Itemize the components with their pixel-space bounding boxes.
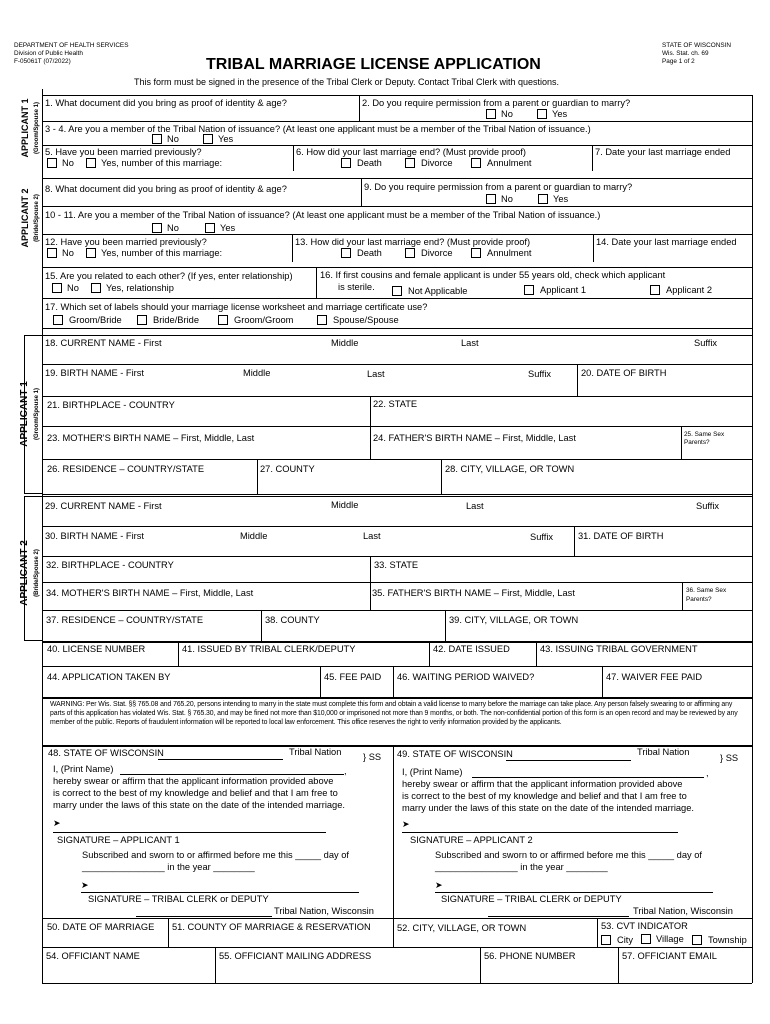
- q7-label: 7. Date your last marriage ended: [595, 147, 731, 157]
- q3-4-yes-label: Yes: [218, 134, 234, 144]
- rule: [441, 459, 442, 494]
- f26-label: 26. RESIDENCE – COUNTRY/STATE: [47, 464, 205, 474]
- q9-label: 9. Do you require permission from a parent or guardian to marry?: [364, 182, 633, 192]
- f18-label: 18. CURRENT NAME - First: [45, 338, 162, 348]
- rule: [393, 745, 394, 918]
- f37-label: 37. RESIDENCE – COUNTRY/STATE: [46, 615, 204, 625]
- signature-arrow-icon: ➤: [402, 819, 410, 829]
- f48-ss-label: } SS: [363, 752, 382, 762]
- rule: [42, 121, 752, 122]
- f50-label: 50. DATE OF MARRIAGE: [47, 922, 155, 932]
- rule: [682, 582, 683, 610]
- rule: [293, 145, 294, 171]
- oath2-year: ________________ in the year ________: [435, 862, 608, 872]
- f25-label: 25. Same Sex: [684, 431, 725, 438]
- oath2-print-name-line[interactable]: [472, 777, 704, 778]
- oath1-year: ________________ in the year ________: [82, 862, 255, 872]
- rule: [42, 328, 752, 329]
- f30-middle-label: Middle: [240, 531, 268, 541]
- q16-applicant2-label: Applicant 2: [666, 285, 712, 295]
- rule: [602, 666, 603, 697]
- rule: [593, 234, 594, 262]
- q15-yes-checkbox[interactable]: [91, 283, 101, 293]
- side-label-applicant2: APPLICANT 2 (Bride/Spouse 2): [20, 188, 40, 248]
- q12-yes-checkbox[interactable]: [86, 248, 96, 258]
- oath2-subscribed: Subscribed and sworn to or affirmed before me this _____ day of: [435, 850, 703, 860]
- q10-11-label: 10 - 11. Are you a member of the Tribal Nation of issuance? (At least one applicant must be a member of the Tribal Nation of issuance.): [45, 210, 601, 220]
- oath2-comma: ,: [706, 768, 709, 778]
- f44-label: 44. APPLICATION TAKEN BY: [47, 672, 171, 682]
- oath1-line1: hereby swear or affirm that the applicant information provided above: [53, 776, 334, 786]
- f47-label: 47. WAIVER FEE PAID: [606, 672, 703, 682]
- rule: [393, 918, 394, 947]
- oath2-print-name-label: I, (Print Name): [402, 767, 463, 777]
- rule: [42, 556, 752, 557]
- f30-suffix-label: Suffix: [530, 532, 554, 542]
- q10-11-no-checkbox[interactable]: [152, 223, 162, 233]
- oath2-clerk-signature-label: SIGNATURE – TRIBAL CLERK or DEPUTY: [441, 894, 622, 904]
- rule: [292, 234, 293, 262]
- oath1-tribal-nation-wi: Tribal Nation, Wisconsin: [274, 906, 374, 916]
- rule: [316, 267, 317, 298]
- rule: [480, 947, 481, 983]
- side-label-applicant2-details: APPLICANT 2 (Bride/Spouse 2): [19, 540, 40, 606]
- q17-groom-bride-label: Groom/Bride: [69, 315, 122, 325]
- f39-label: 39. CITY, VILLAGE, OR TOWN: [449, 615, 579, 625]
- oath1-tribal-nation-line[interactable]: [136, 916, 272, 917]
- rule: [429, 641, 430, 666]
- oath2-line2: is correct to the best of my knowledge and belief and that I am free to: [402, 791, 687, 801]
- q5-label: 5. Have you been married previously?: [45, 147, 202, 157]
- q15-label: 15. Are you related to each other? (If yes, enter relationship): [45, 271, 293, 281]
- rule: [42, 610, 752, 611]
- q6-annulment-checkbox[interactable]: [471, 158, 481, 168]
- division-name: Division of Public Health: [14, 50, 83, 57]
- rule: [592, 145, 593, 171]
- f20-label: 20. DATE OF BIRTH: [581, 368, 667, 378]
- rule: [42, 426, 752, 427]
- q16-label: 16. If first cousins and female applicant is under 55 years old, check which applicant: [320, 270, 666, 280]
- rule: [42, 459, 752, 460]
- rule: [361, 178, 362, 206]
- rule: [42, 364, 752, 365]
- q15-no-label: No: [67, 283, 79, 293]
- q12-yes-label: Yes, number of this marriage:: [101, 248, 223, 258]
- page-number: Page 1 of 2: [662, 58, 695, 65]
- f46-label: 46. WAITING PERIOD WAIVED?: [397, 672, 535, 682]
- f36-parents-label: Parents?: [686, 596, 712, 603]
- f48-label: 48. STATE OF WISCONSIN: [48, 748, 164, 758]
- rule: [42, 145, 752, 146]
- dept-name: DEPARTMENT OF HEALTH SERVICES: [14, 42, 129, 49]
- q12-label: 12. Have you been married previously?: [45, 237, 207, 247]
- oath1-clerk-signature-line[interactable]: [81, 892, 359, 893]
- instruction-text: This form must be signed in the presence of the Tribal Clerk or Deputy. Contact Tribal Clerk with questions.: [134, 77, 560, 87]
- f21-label: 21. BIRTHPLACE - COUNTRY: [47, 400, 175, 410]
- rule: [577, 364, 578, 396]
- rule: [445, 610, 446, 641]
- q16-sterile-label: is sterile.: [338, 282, 375, 292]
- q17-label: 17. Which set of labels should your marriage license worksheet and marriage certificate use?: [45, 302, 428, 312]
- q6-label: 6. How did your last marriage end? (Must provide proof): [296, 147, 526, 157]
- rule: [320, 666, 321, 697]
- q5-yes-label: Yes, number of this marriage:: [101, 158, 223, 168]
- f30-label: 30. BIRTH NAME - First: [45, 531, 145, 541]
- f53-label: 53. CVT INDICATOR: [601, 921, 688, 931]
- q6-death-label: Death: [357, 158, 382, 168]
- oath1-print-name-label: I, (Print Name): [53, 764, 114, 774]
- oath2-clerk-signature-line[interactable]: [435, 892, 713, 893]
- rule: [42, 494, 752, 495]
- rule: [42, 526, 752, 527]
- rule: [393, 666, 394, 697]
- rule: [681, 426, 682, 459]
- q17-groom-groom-label: Groom/Groom: [234, 315, 294, 325]
- q13-annulment-label: Annulment: [487, 248, 532, 258]
- q8-label: 8. What document did you bring as proof of identity & age?: [45, 184, 287, 194]
- rule: [42, 983, 752, 984]
- rule: [42, 641, 752, 643]
- q15-no-checkbox[interactable]: [52, 283, 62, 293]
- q13-divorce-label: Divorce: [421, 248, 453, 258]
- f49-ss-label: } SS: [720, 753, 739, 763]
- q6-annulment-label: Annulment: [487, 158, 532, 168]
- oath2-line3: marry under the laws of this state on the date of the intended marriage.: [402, 803, 694, 813]
- f55-label: 55. OFFICIANT MAILING ADDRESS: [219, 951, 372, 961]
- form-number: F-05061T (07/2022): [14, 58, 71, 65]
- q5-no-label: No: [62, 158, 74, 168]
- q3-4-no-label: No: [167, 134, 179, 144]
- q13-death-label: Death: [357, 248, 382, 258]
- q2-yes-checkbox[interactable]: [537, 109, 547, 119]
- oath2-tribal-nation-line[interactable]: [488, 916, 629, 917]
- f49-tribal-nation-label: Tribal Nation: [637, 747, 690, 757]
- q13-label: 13. How did your last marriage end? (Must provide proof): [295, 237, 531, 247]
- rule: [42, 206, 752, 207]
- oath1-line2: is correct to the best of my knowledge and belief and that I am free to: [53, 788, 338, 798]
- q3-4-label: 3 - 4. Are you a member of the Tribal Nation of issuance? (At least one applicant must be a member of the Tribal Nation of issuance.): [45, 124, 591, 134]
- q16-applicant1-checkbox[interactable]: [524, 285, 534, 295]
- signature-arrow-icon: ➤: [81, 880, 89, 890]
- rule: [42, 267, 752, 268]
- f49-tribal-line[interactable]: [506, 760, 631, 761]
- q13-death-checkbox[interactable]: [341, 248, 351, 258]
- side-label-applicant1: APPLICANT 1 (Groom/Spouse 1): [20, 98, 40, 158]
- f31-label: 31. DATE OF BIRTH: [578, 531, 664, 541]
- f18-middle-label: Middle: [331, 338, 359, 348]
- rule: [42, 697, 752, 699]
- f57-label: 57. OFFICIANT EMAIL: [622, 951, 717, 961]
- q2-no-checkbox[interactable]: [486, 109, 496, 119]
- f29-middle-label: Middle: [331, 500, 359, 510]
- f30-last-label: Last: [363, 531, 381, 541]
- q2-label: 2. Do you require permission from a parent or guardian to marry?: [362, 98, 631, 108]
- q17-bride-bride-label: Bride/Bride: [153, 315, 199, 325]
- f42-label: 42. DATE ISSUED: [433, 644, 510, 654]
- q17-spouse-spouse-label: Spouse/Spouse: [333, 315, 399, 325]
- q5-yes-checkbox[interactable]: [86, 158, 96, 168]
- rule: [42, 666, 752, 667]
- q16-applicant2-checkbox[interactable]: [650, 285, 660, 295]
- form-right-border: [752, 95, 753, 983]
- f19-middle-label: Middle: [243, 368, 271, 378]
- f28-label: 28. CITY, VILLAGE, OR TOWN: [445, 464, 575, 474]
- q15-yes-label: Yes, relationship: [106, 283, 174, 293]
- f29-last-label: Last: [466, 501, 484, 511]
- rule: [42, 582, 752, 583]
- f36-label: 36. Same Sex: [686, 587, 727, 594]
- rule: [178, 641, 179, 666]
- q3-4-yes-checkbox[interactable]: [203, 134, 213, 144]
- q6-death-checkbox[interactable]: [341, 158, 351, 168]
- rule: [42, 496, 752, 497]
- f38-label: 38. COUNTY: [265, 615, 320, 625]
- q9-yes-checkbox[interactable]: [538, 194, 548, 204]
- f43-label: 43. ISSUING TRIBAL GOVERNMENT: [540, 644, 698, 654]
- state-label: STATE OF WISCONSIN: [662, 42, 731, 49]
- f35-label: 35. FATHER'S BIRTH NAME – First, Middle, Last: [372, 588, 575, 598]
- oath1-comma: ,: [344, 766, 347, 776]
- form-left-border: [42, 95, 43, 983]
- f19-last-label: Last: [367, 369, 385, 379]
- f34-label: 34. MOTHER'S BIRTH NAME – First, Middle, Last: [46, 588, 254, 598]
- q17-groom-bride-checkbox[interactable]: [53, 315, 63, 325]
- signature-arrow-icon: ➤: [53, 818, 61, 828]
- side-bracket-applicant2: [24, 496, 42, 641]
- rule: [370, 556, 371, 610]
- f25-parents-label: Parents?: [684, 439, 710, 446]
- q13-divorce-checkbox[interactable]: [405, 248, 415, 258]
- f48-tribal-line[interactable]: [158, 759, 283, 760]
- f18-suffix-label: Suffix: [694, 338, 718, 348]
- f49-label: 49. STATE OF WISCONSIN: [397, 749, 513, 759]
- rule: [597, 918, 598, 947]
- q17-groom-groom-checkbox[interactable]: [218, 315, 228, 325]
- side-bracket-applicant1: [24, 335, 42, 494]
- oath2-signature-line[interactable]: [402, 832, 678, 833]
- f54-label: 54. OFFICIANT NAME: [46, 951, 140, 961]
- q6-divorce-checkbox[interactable]: [405, 158, 415, 168]
- oath1-print-name-line[interactable]: [120, 774, 344, 775]
- f27-label: 27. COUNTY: [260, 464, 315, 474]
- f41-label: 41. ISSUED BY TRIBAL CLERK/DEPUTY: [182, 644, 356, 654]
- rule: [215, 947, 216, 983]
- q16-applicant1-label: Applicant 1: [540, 285, 586, 295]
- rule: [42, 335, 752, 336]
- f29-suffix-label: Suffix: [696, 501, 720, 511]
- f19-suffix-label: Suffix: [528, 369, 552, 379]
- f23-label: 23. MOTHER'S BIRTH NAME – First, Middle, Last: [47, 433, 255, 443]
- f29-label: 29. CURRENT NAME - First: [45, 501, 162, 511]
- statute-label: Wis. Stat. ch. 69: [662, 50, 709, 57]
- q10-11-yes-label: Yes: [220, 223, 236, 233]
- cvt-township-checkbox[interactable]: [692, 935, 702, 945]
- oath2-line1: hereby swear or affirm that the applicant information provided above: [402, 779, 683, 789]
- oath1-line3: marry under the laws of this state on the date of the intended marriage.: [53, 800, 345, 810]
- oath1-clerk-signature-label: SIGNATURE – TRIBAL CLERK or DEPUTY: [88, 894, 269, 904]
- rule: [42, 918, 752, 919]
- q14-label: 14. Date your last marriage ended: [596, 237, 737, 247]
- q13-annulment-checkbox[interactable]: [471, 248, 481, 258]
- rule: [370, 396, 371, 459]
- rule: [536, 641, 537, 666]
- f56-label: 56. PHONE NUMBER: [484, 951, 576, 961]
- page-title: TRIBAL MARRIAGE LICENSE APPLICATION: [206, 56, 541, 73]
- signature-arrow-icon: ➤: [435, 880, 443, 890]
- rule: [42, 298, 752, 299]
- q9-yes-label: Yes: [553, 194, 569, 204]
- q9-no-label: No: [501, 194, 513, 204]
- rule: [257, 459, 258, 494]
- q2-yes-label: Yes: [552, 109, 568, 119]
- rule: [42, 178, 752, 179]
- q2-no-label: No: [501, 109, 513, 119]
- cvt-village-label: Village: [656, 934, 684, 944]
- f40-label: 40. LICENSE NUMBER: [47, 644, 146, 654]
- f52-label: 52. CITY, VILLAGE, OR TOWN: [397, 923, 527, 933]
- f33-label: 33. STATE: [374, 560, 419, 570]
- cvt-township-label: Township: [708, 935, 747, 945]
- oath1-signature-line[interactable]: [53, 832, 326, 833]
- q9-no-checkbox[interactable]: [486, 194, 496, 204]
- q12-no-checkbox[interactable]: [47, 248, 57, 258]
- f24-label: 24. FATHER'S BIRTH NAME – First, Middle, Last: [373, 433, 576, 443]
- q12-no-label: No: [62, 248, 74, 258]
- f45-label: 45. FEE PAID: [324, 672, 382, 682]
- q6-divorce-label: Divorce: [421, 158, 453, 168]
- q17-spouse-spouse-checkbox[interactable]: [317, 315, 327, 325]
- rule: [168, 918, 169, 947]
- rule: [574, 526, 575, 556]
- q3-4-no-checkbox[interactable]: [152, 134, 162, 144]
- oath2-tribal-nation-wi: Tribal Nation, Wisconsin: [633, 906, 733, 916]
- f48-tribal-nation-label: Tribal Nation: [289, 747, 342, 757]
- rule: [42, 396, 752, 397]
- oath1-subscribed: Subscribed and sworn to or affirmed before me this _____ day of: [82, 850, 350, 860]
- f22-label: 22. STATE: [373, 399, 418, 409]
- warning-text: WARNING: Per Wis. Stat. §§ 765.08 and 765.20, persons intending to marry in the state must complete this form and obtain a valid license to marry before the marriage can take place. Any person falsely swearing to or affirming any parts of this application has violated Wis. Stat. § 765.30, and may be fined not more than $10,000 or imprisoned not more than 9 months, or both. The non-confidential portion of this form is an open record and may be reviewed by any member of the public. Reports of fraudulent information will be reported to local law enforcement. This office reserves the right to verify information provided by the applicants.: [50, 701, 738, 726]
- q16-not-applicable-label: Not Applicable: [408, 286, 468, 296]
- q10-11-no-label: No: [167, 223, 179, 233]
- q17-bride-bride-checkbox[interactable]: [137, 315, 147, 325]
- q5-no-checkbox[interactable]: [47, 158, 57, 168]
- cvt-village-checkbox[interactable]: [641, 934, 651, 944]
- q10-11-yes-checkbox[interactable]: [205, 223, 215, 233]
- q16-not-applicable-checkbox[interactable]: [392, 286, 402, 296]
- q1-label: 1. What document did you bring as proof of identity & age?: [45, 98, 287, 108]
- f18-last-label: Last: [461, 338, 479, 348]
- oath2-signature-label: SIGNATURE – APPLICANT 2: [410, 835, 533, 845]
- rule: [359, 95, 360, 121]
- rule: [42, 947, 752, 948]
- f51-label: 51. COUNTY OF MARRIAGE & RESERVATION: [172, 922, 371, 932]
- f19-label: 19. BIRTH NAME - First: [45, 368, 145, 378]
- rule: [42, 95, 752, 96]
- oath1-signature-label: SIGNATURE – APPLICANT 1: [57, 835, 180, 845]
- f32-label: 32. BIRTHPLACE - COUNTRY: [46, 560, 174, 570]
- rule: [618, 947, 619, 983]
- rule: [42, 234, 752, 235]
- side-label-applicant1-details: APPLICANT 1 (Groom/Spouse 1): [19, 381, 40, 447]
- cvt-city-label: City: [617, 935, 634, 945]
- rule: [261, 610, 262, 641]
- cvt-city-checkbox[interactable]: [601, 935, 611, 945]
